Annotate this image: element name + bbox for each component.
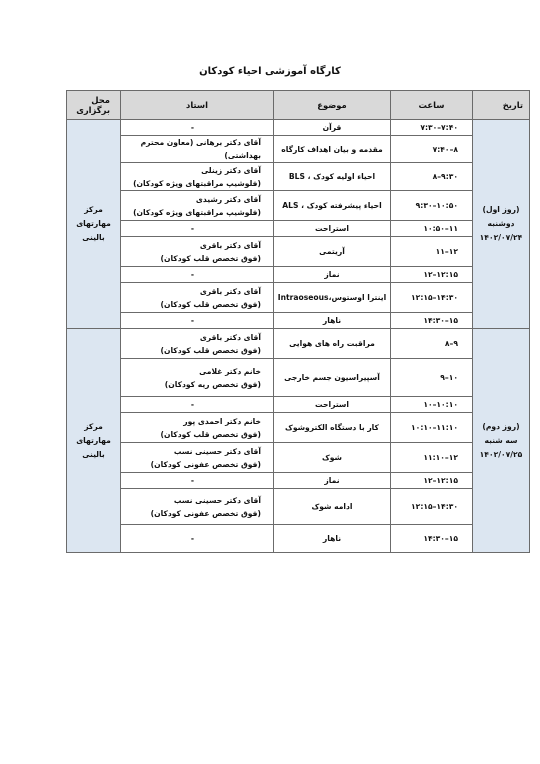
teacher-cell [121, 313, 274, 329]
venue-cell [67, 329, 121, 553]
schedule-table [66, 90, 530, 553]
time-cell: ۱۰:۵۰–۱۱ [391, 221, 473, 237]
time-cell: ۱۴:۳۰–۱۵ [391, 525, 473, 553]
teacher-line: - [190, 400, 195, 409]
time-cell: ۷:۳۰–۷:۴۰ [391, 120, 473, 136]
teacher-cell [121, 489, 274, 525]
teacher-cell [121, 221, 274, 237]
time-cell: ۱۲:۱۵–۱۴:۳۰ [391, 489, 473, 525]
teacher-cell [121, 473, 274, 489]
day-date-line: (روز اول) [482, 205, 520, 214]
teacher-line: آقای دکتر زینلی [201, 165, 261, 175]
teacher-cell [121, 359, 274, 397]
time-cell: ۸–۹ [391, 329, 473, 359]
day-date-line: سه شنبه [484, 435, 518, 445]
teacher-line: (فوق تخصص ریه کودکان) [164, 379, 261, 389]
venue-line: بالینی [82, 449, 105, 459]
teacher-cell [121, 237, 274, 267]
teacher-line: (فلوشیپ مراقبتهای ویژه کودکان) [133, 178, 261, 188]
day-date-cell [473, 120, 530, 329]
day-date-cell [473, 329, 530, 553]
schedule-body [67, 120, 530, 553]
table-row [67, 329, 530, 359]
teacher-line: (فلوشیپ مراقبتهای ویژه کودکان) [133, 207, 261, 217]
table-row [67, 221, 530, 237]
table-row [67, 413, 530, 443]
teacher-cell [121, 443, 274, 473]
topic-cell: ناهار [274, 313, 391, 329]
topic-cell: مقدمه و بیان اهداف کارگاه [274, 136, 391, 163]
teacher-line: آقای دکتر باقری [199, 286, 261, 296]
time-cell: ۹:۳۰–۱۰:۵۰ [391, 191, 473, 221]
teacher-line: (فوق تخصص قلب کودکان) [160, 253, 261, 263]
time-cell: ۸–۹:۳۰ [391, 163, 473, 191]
topic-cell: اینترا اوستوس،Intraoseous [274, 283, 391, 313]
teacher-cell [121, 413, 274, 443]
teacher-line: خانم دکتر غلامی [199, 366, 261, 376]
day-date-line: ۱۴۰۲/۰۷/۲۴ [479, 233, 523, 242]
header-place: محل برگزاری [67, 91, 121, 120]
time-cell: ۱۱–۱۲ [391, 237, 473, 267]
venue-line: مرکز مهارتهای [76, 421, 111, 445]
table-row [67, 237, 530, 267]
topic-cell: آسپیراسیون جسم خارجی [274, 359, 391, 397]
topic-cell: احیاء پیشرفته کودک ، ALS [274, 191, 391, 221]
teacher-cell [121, 329, 274, 359]
venue-line: مرکز مهارتهای [76, 205, 111, 228]
time-cell: ۱۲–۱۲:۱۵ [391, 267, 473, 283]
venue-line: بالینی [82, 233, 105, 242]
page-title: کارگاه آموزشی احیاء کودکان [199, 66, 341, 77]
teacher-cell [121, 191, 274, 221]
teacher-line: (فوق تخصص عفونی کودکان) [150, 459, 261, 469]
teacher-line: - [190, 123, 195, 132]
header-row [67, 91, 530, 120]
teacher-line: - [190, 534, 195, 543]
time-cell: ۹–۱۰ [391, 359, 473, 397]
header-teacher: استاد [121, 91, 274, 120]
time-cell: ۱۲:۱۵–۱۴:۳۰ [391, 283, 473, 313]
teacher-line: (فوق تخصص قلب کودکان) [160, 429, 261, 439]
topic-cell: مراقبت راه های هوایی [274, 329, 391, 359]
topic-cell: استراحت [274, 397, 391, 413]
topic-cell: کار با دستگاه الکتروشوک [274, 413, 391, 443]
topic-cell: قرآن [274, 120, 391, 136]
header-date: تاریخ [473, 91, 530, 120]
teacher-line: آقای دکتر حسینی نسب [173, 446, 261, 456]
teacher-line: آقای دکتر باقری [199, 240, 261, 250]
time-cell: ۷:۴۰–۸ [391, 136, 473, 163]
teacher-line: - [190, 224, 195, 233]
table-row [67, 283, 530, 313]
table-row [67, 443, 530, 473]
teacher-cell [121, 525, 274, 553]
topic-cell: شوک [274, 443, 391, 473]
topic-cell: ادامه شوک [274, 489, 391, 525]
table-row [67, 136, 530, 163]
teacher-cell [121, 283, 274, 313]
table-row [67, 359, 530, 397]
topic-cell: آریتمی [274, 237, 391, 267]
teacher-line: آقای دکتر حسینی نسب [173, 495, 261, 505]
table-row [67, 525, 530, 553]
teacher-line: آقای دکتر رشیدی [195, 194, 261, 204]
teacher-line: - [190, 476, 195, 485]
topic-cell: ناهار [274, 525, 391, 553]
teacher-line: - [190, 316, 195, 325]
teacher-cell [121, 136, 274, 163]
time-cell: ۱۱:۱۰–۱۲ [391, 443, 473, 473]
table-row [67, 191, 530, 221]
teacher-line: آقای دکتر باقری [199, 332, 261, 342]
time-cell: ۱۴:۳۰–۱۵ [391, 313, 473, 329]
table-row [67, 120, 530, 136]
day-date-line: ۱۴۰۲/۰۷/۲۵ [479, 449, 523, 459]
topic-cell: نماز [274, 267, 391, 283]
table-row [67, 397, 530, 413]
teacher-cell [121, 163, 274, 191]
teacher-line: (فوق تخصص قلب کودکان) [160, 345, 261, 355]
table-row [67, 163, 530, 191]
teacher-cell [121, 120, 274, 136]
topic-cell: احیاء اولیه کودک ، BLS [274, 163, 391, 191]
teacher-cell [121, 267, 274, 283]
time-cell: ۱۰:۱۰–۱۱:۱۰ [391, 413, 473, 443]
topic-cell: استراحت [274, 221, 391, 237]
time-cell: ۱۲–۱۲:۱۵ [391, 473, 473, 489]
table-row [67, 489, 530, 525]
day-date-line: (روز دوم) [482, 421, 520, 431]
header-topic: موضوع [274, 91, 391, 120]
time-cell: ۱۰–۱۰:۱۰ [391, 397, 473, 413]
table-row [67, 473, 530, 489]
header-time: ساعت [391, 91, 473, 120]
teacher-line: - [190, 270, 195, 279]
topic-cell: نماز [274, 473, 391, 489]
venue-cell [67, 120, 121, 329]
teacher-line: (فوق تخصص قلب کودکان) [160, 299, 261, 309]
day-date-line: دوشنبه [487, 219, 515, 228]
teacher-cell [121, 397, 274, 413]
table-row [67, 313, 530, 329]
table-row [67, 267, 530, 283]
teacher-line: آقای دکتر برهانی (معاون محترم بهداشتی) [140, 138, 261, 160]
teacher-line: (فوق تخصص عفونی کودکان) [150, 508, 261, 518]
teacher-line: خانم دکتر احمدی پور [183, 416, 261, 426]
